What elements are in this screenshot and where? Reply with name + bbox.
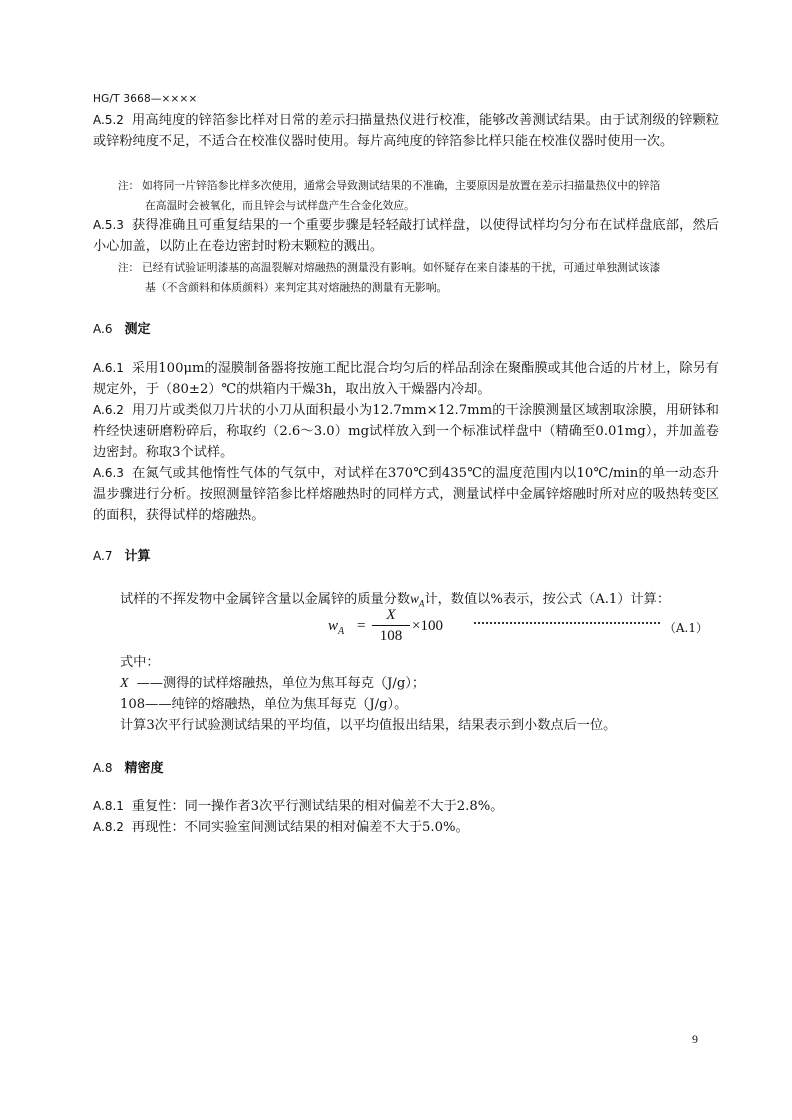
formula-numerator: X xyxy=(386,607,396,623)
section-title: 计算 xyxy=(124,549,151,564)
note-label: 注： xyxy=(118,262,139,274)
clause-number: A.6.2 xyxy=(93,403,124,417)
clause-a-5-3 xyxy=(93,215,719,257)
clause-number: A.8.2 xyxy=(93,820,124,834)
variable-w: w xyxy=(410,591,419,606)
calc-final-text: 计算3次平行试验测试结果的平均值，以平均值报出结果，结果表示到小数点后一位。 xyxy=(120,718,617,733)
formula-denominator: 108 xyxy=(379,628,403,644)
formula-a-1 xyxy=(328,606,708,650)
clause-number: A.6.1 xyxy=(93,361,124,375)
var-108-desc: 108——纯锌的熔融热，单位为焦耳每克（J/g）。 xyxy=(120,697,408,712)
clause-text: 再现性：不同实验室间测试结果的相对偏差不大于5.0%。 xyxy=(131,820,469,835)
clause-text: 采用100μm的湿膜制备器将按施工配比混合均匀后的样品刮涂在聚酯膜或其他合适的片材上，除另有规定外，于（80±2）℃的烘箱内干燥3h，取出放入干燥器内冷却。 xyxy=(93,361,719,397)
formula-lhs-subscript: A xyxy=(338,626,345,637)
section-a-7-heading xyxy=(93,545,150,564)
where-label: 式中： xyxy=(120,655,160,670)
clause-text: 在氮气或其他惰性气体的气氛中，对试样在370℃到435℃的温度范围内以10℃/min的单一动态升温步骤进行分析。按照测量锌箔参比样熔融热时的同样方式，测量试样中金属锌熔融时所对应的吸热转变区的面积，获得试样的熔融热。 xyxy=(93,466,719,523)
clause-number: A.6.3 xyxy=(93,466,124,480)
clause-text: 获得准确且可重复结果的一个重要步骤是轻轻敲打试样盘，以使得试样均匀分布在试样盘底部，然后小心加盖，以防止在卷边密封时粉末颗粒的溅出。 xyxy=(93,218,719,254)
section-title: 精密度 xyxy=(124,761,164,776)
clause-a-6-2 xyxy=(93,400,719,463)
clause-a-5-2 xyxy=(93,110,719,152)
var-x-symbol: X xyxy=(120,676,129,691)
clause-a-6-1 xyxy=(93,358,719,400)
section-number: A.7 xyxy=(93,549,113,563)
formula-reference: （A.1） xyxy=(663,621,708,635)
dot-leader xyxy=(474,622,660,624)
clause-number: A.5.3 xyxy=(93,218,124,232)
where-block xyxy=(93,652,719,736)
note-label: 注： xyxy=(118,180,139,192)
note-text-line1: 已经有试验证明漆基的高温裂解对熔融热的测量没有影响。如怀疑存在来自漆基的干扰，可通过单独测试该漆 xyxy=(142,261,661,274)
formula-lhs: w xyxy=(328,618,339,634)
formula-times: ×100 xyxy=(412,618,443,634)
variable-subscript: A xyxy=(418,598,425,609)
section-title: 测定 xyxy=(124,322,151,337)
clause-a-8-1 xyxy=(93,796,719,817)
clause-text: 重复性：同一操作者3次平行测试结果的相对偏差不大于2.8%。 xyxy=(131,799,504,814)
clause-a-6-3 xyxy=(93,463,719,526)
clause-text: 用刀片或类似刀片状的小刀从面积最小为12.7mm×12.7mm的干涂膜测量区域割取涂膜，用研钵和杵经快速研磨粉碎后，称取约（2.6～3.0）mg试样放入到一个标准试样盘中（精确至0.01mg），并加盖卷边密封。称取3个试样。 xyxy=(93,403,719,460)
section-a-8-heading xyxy=(93,757,163,776)
note-a-5-2 xyxy=(118,176,714,216)
formula-equals: = xyxy=(357,618,366,634)
clause-number: A.5.2 xyxy=(93,113,124,127)
note-a-5-3 xyxy=(118,258,714,298)
fraction-bar xyxy=(372,625,410,626)
section-number: A.8 xyxy=(93,761,113,775)
standard-header: HG/T 3668—×××× xyxy=(93,93,198,105)
formula-fraction xyxy=(372,606,410,645)
note-text-line2: 基（不含颜料和体质颜料）来判定其对熔融热的测量有无影响。 xyxy=(145,281,448,294)
page-number: 9 xyxy=(692,1032,698,1046)
var-x-desc: ——测得的试样熔融热，单位为焦耳每克（J/g）； xyxy=(136,676,426,691)
calc-intro-text: 试样的不挥发物中金属锌含量以金属锌的质量分数 xyxy=(120,592,411,607)
note-text-line1: 如将同一片锌箔参比样多次使用，通常会导致测试结果的不准确，主要原因是放置在差示扫描量热仪中的锌箔 xyxy=(142,179,661,192)
calc-intro-text-2: 计，数值以%表示，按公式（A.1）计算： xyxy=(424,592,671,607)
section-number: A.6 xyxy=(93,322,113,336)
clause-number: A.8.1 xyxy=(93,799,124,813)
note-text-line2: 在高温时会被氧化，而且锌会与试样盘产生合金化效应。 xyxy=(145,199,415,212)
clause-text: 用高纯度的锌箔参比样对日常的差示扫描量热仪进行校准，能够改善测试结果。由于试剂级的锌颗粒或锌粉纯度不足，不适合在校准仪器时使用。每片高纯度的锌箔参比样只能在校准仪器时使用一次。 xyxy=(93,113,719,149)
clause-a-8-2 xyxy=(93,817,719,838)
section-a-6-heading xyxy=(93,318,150,337)
